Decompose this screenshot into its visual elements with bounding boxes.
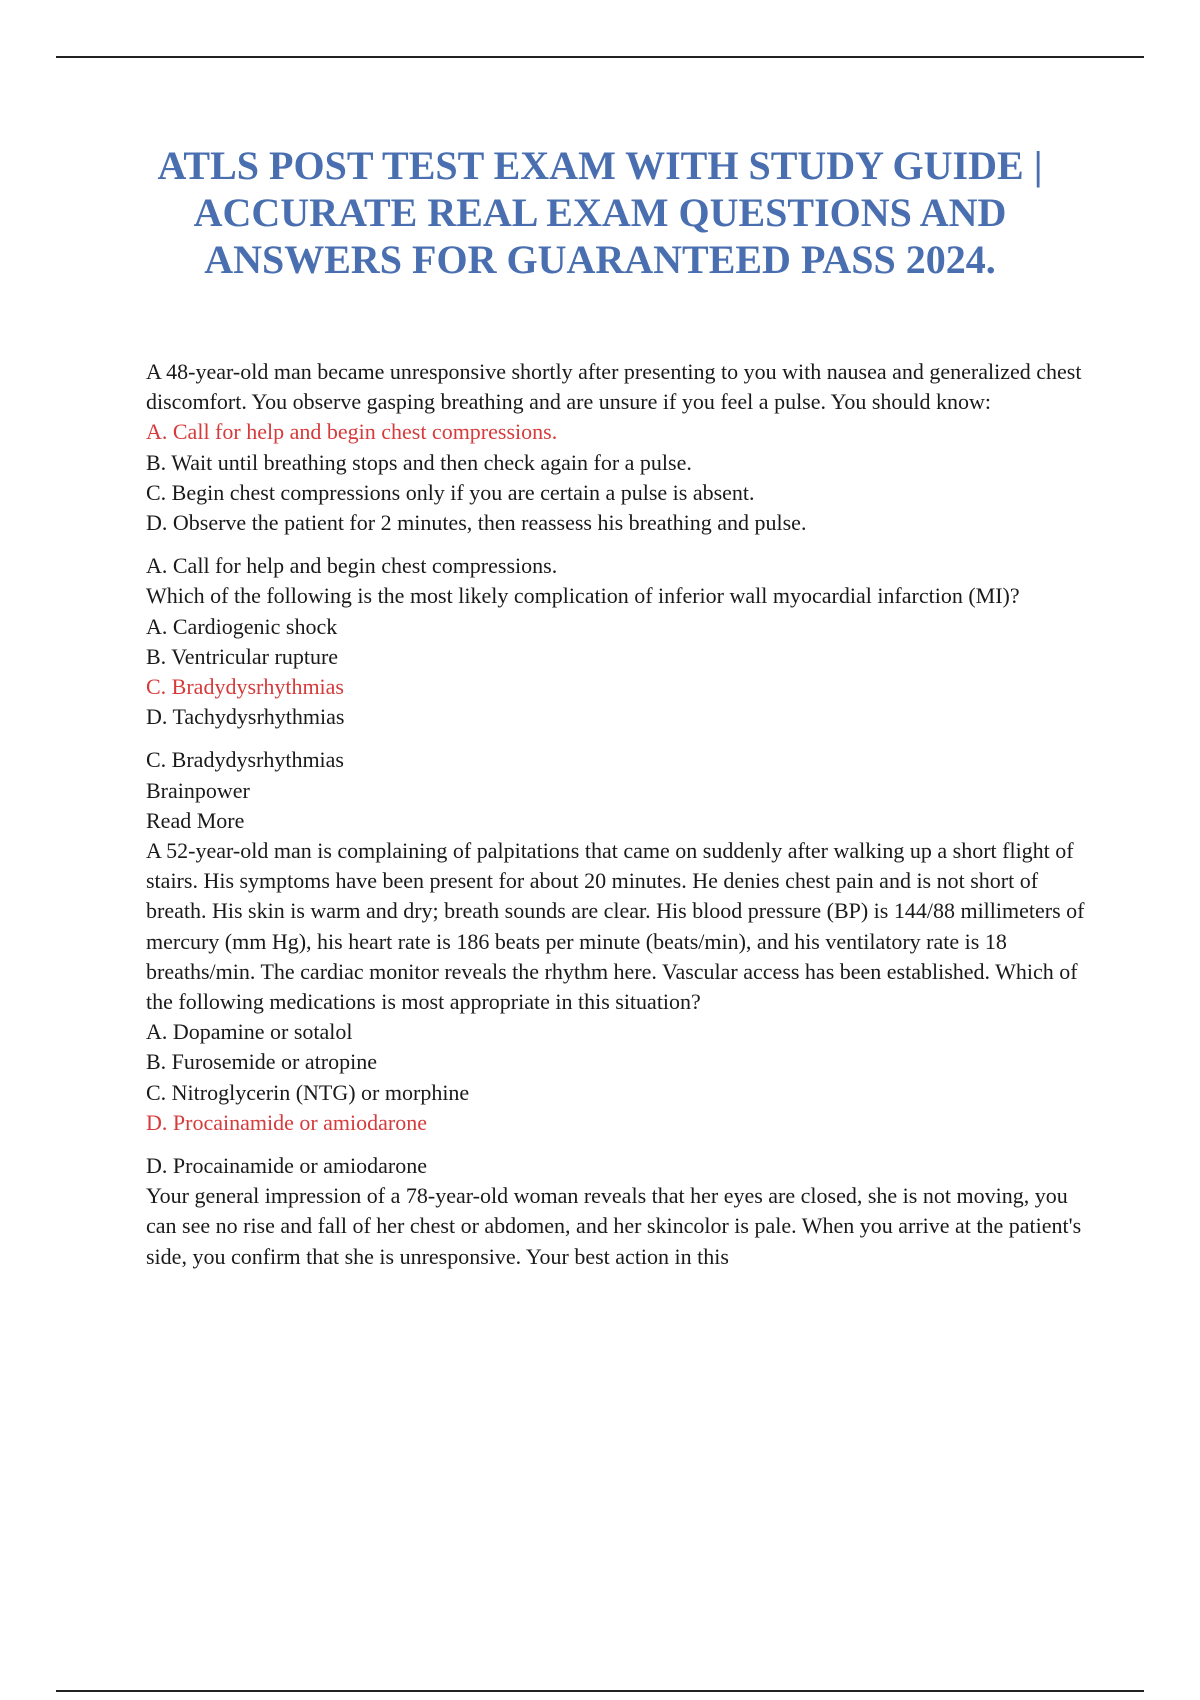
question-3-option-b: B. Furosemide or atropine [146,1049,377,1075]
bottom-rule [56,1690,1144,1692]
question-3-option-c: C. Nitroglycerin (NTG) or morphine [146,1079,470,1105]
question-2-option-b: B. Ventricular rupture [146,643,339,669]
question-1-option-d: D. Observe the patient for 2 minutes, then reassess his breathing and pulse. [146,510,807,536]
question-3-stem: A 52-year-old man is complaining of palpitations that came on suddenly after walking up a short flight of stairs. His symptoms have been present for about 20 minutes. He denies chest pain and is not short of breath. His skin is warm and dry; breath sounds are clear. His blood pressure (BP) is 144/88 millimeters of mercury (mm Hg), his heart rate is 186 beats per minute (beats/min), and his ventilatory rate is 18 breaths/min. The cardiac monitor reveals the rhythm here. Vascular access has been established. Which of the following medications is most appropriate in this situation? [146,838,1085,1015]
question-2 [146,581,1091,732]
top-rule [56,56,1144,58]
brainpower-label: Brainpower [146,777,250,803]
question-1-option-c: C. Begin chest compressions only if you are certain a pulse is absent. [146,479,755,505]
question-2-stem: Which of the following is the most likely complication of inferior wall myocardial infarction (MI)? [146,583,1020,609]
question-3-answer: D. Procainamide or amiodarone [146,1153,428,1179]
question-1-option-b: B. Wait until breathing stops and then check again for a pulse. [146,449,692,475]
question-1-stem: A 48-year-old man became unresponsive shortly after presenting to you with nausea and generalized chest discomfort. You observe gasping breathing and are unsure if you feel a pulse. You should know: [146,359,1082,415]
question-4 [146,1181,1091,1272]
read-more-link[interactable]: Read More [146,807,245,833]
question-4-stem: Your general impression of a 78-year-old woman reveals that her eyes are closed, she is not moving, you can see no rise and fall of her chest or abdomen, and her skincolor is pale. When you arrive at the patient's side, you confirm that she is unresponsive. Your best action in this [146,1183,1082,1269]
question-3-option-d: D. Procainamide or amiodarone [146,1109,428,1135]
question-1-option-a: A. Call for help and begin chest compressions. [146,419,558,445]
question-2-option-d: D. Tachydysrhythmias [146,704,345,730]
question-2-option-a: A. Cardiogenic shock [146,613,338,639]
document-body [146,357,1091,1285]
document-title: ATLS POST TEST EXAM WITH STUDY GUIDE | ACCURATE REAL EXAM QUESTIONS AND ANSWERS FOR GUARANTEED PASS 2024. [157,143,1043,282]
question-2-answer: C. Bradydysrhythmias [146,747,344,773]
question-3-option-a: A. Dopamine or sotalol [146,1019,353,1045]
question-3 [146,836,1091,1138]
question-1 [146,357,1091,538]
question-2-option-c: C. Bradydysrhythmias [146,674,344,700]
question-1-answer: A. Call for help and begin chest compressions. [146,553,558,579]
